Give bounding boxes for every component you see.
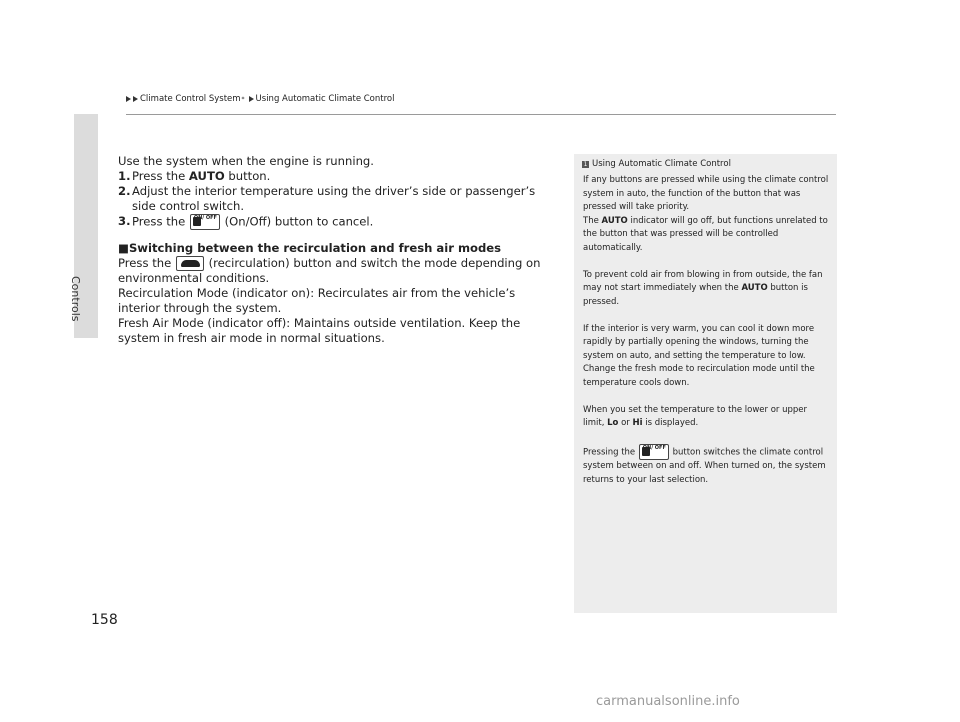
text: To prevent cold air from blowing in from outside, the fan may not start immediately when the: [583, 269, 823, 293]
step-text: [132, 169, 270, 184]
page-number: 158: [91, 612, 118, 628]
note-sidebar: [574, 154, 837, 613]
lo-label: Lo: [607, 418, 619, 428]
text: Press the: [118, 256, 172, 270]
section-heading: ■Switching between the recirculation and fresh air modes: [118, 241, 502, 255]
text: Press the: [132, 169, 186, 183]
header-rule: [126, 114, 836, 115]
auto-label: AUTO: [601, 215, 628, 226]
step-2: [118, 184, 560, 214]
text: Pressing the: [583, 447, 636, 458]
sidebar-paragraph: [583, 269, 831, 310]
sidebar-paragraph: If the interior is very warm, you can cool it down more rapidly by partially opening the windows, turning the system on auto, and setting the temperature to low. Change the fresh mode to recirculation mode until the temperature cools down.: [583, 323, 815, 388]
car-icon: [181, 260, 200, 267]
text: [583, 215, 831, 256]
text: Press the: [132, 214, 186, 229]
text: is displayed.: [645, 418, 699, 428]
section-tab-label: Controls: [69, 276, 82, 322]
reference-icon: 1: [583, 161, 588, 169]
text: The: [583, 215, 599, 226]
watermark: carmanualsonline.info: [596, 694, 740, 709]
step-number: 2.: [118, 184, 131, 198]
sidebar-paragraph: [583, 174, 831, 255]
hi-label: Hi: [632, 418, 643, 428]
arrow-icon: [126, 96, 131, 102]
text: When you set the temperature to the lower or upper limit,: [583, 404, 808, 428]
on-off-label: ON/ OFF: [642, 445, 666, 451]
auto-label: AUTO: [188, 169, 225, 183]
text: indicator will go off, but functions unrelated to the button that was pressed will be controlled automatically.: [583, 215, 828, 253]
text: button is pressed.: [583, 283, 808, 307]
sidebar-title: [582, 158, 731, 172]
on-off-label: ON/ OFF: [193, 215, 217, 221]
step-text: Adjust the interior temperature using the driver’s side or passenger’s side control switch.: [132, 184, 536, 213]
recirculation-text: [118, 256, 560, 286]
step-text: [132, 214, 373, 230]
breadcrumb: [126, 94, 394, 104]
text: button switches the climate control system between on and off. When turned on, the system returns to your last selection.: [583, 447, 826, 485]
intro-text: Use the system when the engine is running.: [118, 154, 374, 168]
recirculation-mode-text: Recirculation Mode (indicator on): Recirculates air from the vehicle’s interior through the system.: [118, 286, 516, 315]
text: or: [621, 418, 630, 428]
auto-label: AUTO: [741, 283, 768, 293]
step-3: [118, 214, 560, 230]
on-off-button-icon: [190, 214, 220, 230]
sidebar-paragraph: [583, 444, 831, 487]
text: If any buttons are pressed while using the climate control system in auto, the function of the button that was pressed will take priority.: [583, 175, 829, 212]
sidebar-paragraph: [583, 404, 831, 431]
text: (recirculation) button and switch the mode depending on environmental conditions.: [118, 256, 541, 285]
breadcrumb-item[interactable]: Using Automatic Climate Control: [255, 94, 395, 104]
arrow-icon: [249, 96, 254, 102]
step-1: [118, 169, 560, 184]
step-number: 1.: [118, 169, 131, 183]
breadcrumb-item[interactable]: Climate Control System: [140, 94, 241, 104]
main-content: [118, 154, 560, 346]
text: button.: [228, 169, 271, 183]
recirculation-button-icon: [176, 256, 204, 271]
asterisk: *: [241, 95, 245, 103]
text: (On/Off) button to cancel.: [224, 214, 374, 229]
sidebar-title-text: Using Automatic Climate Control: [592, 159, 731, 169]
on-off-button-icon: [639, 444, 669, 460]
fresh-air-mode-text: Fresh Air Mode (indicator off): Maintains outside ventilation. Keep the system in fresh air mode in normal situations.: [118, 316, 521, 345]
step-number: 3.: [118, 214, 131, 228]
sidebar-body: [583, 174, 831, 487]
arrow-icon: [133, 96, 138, 102]
